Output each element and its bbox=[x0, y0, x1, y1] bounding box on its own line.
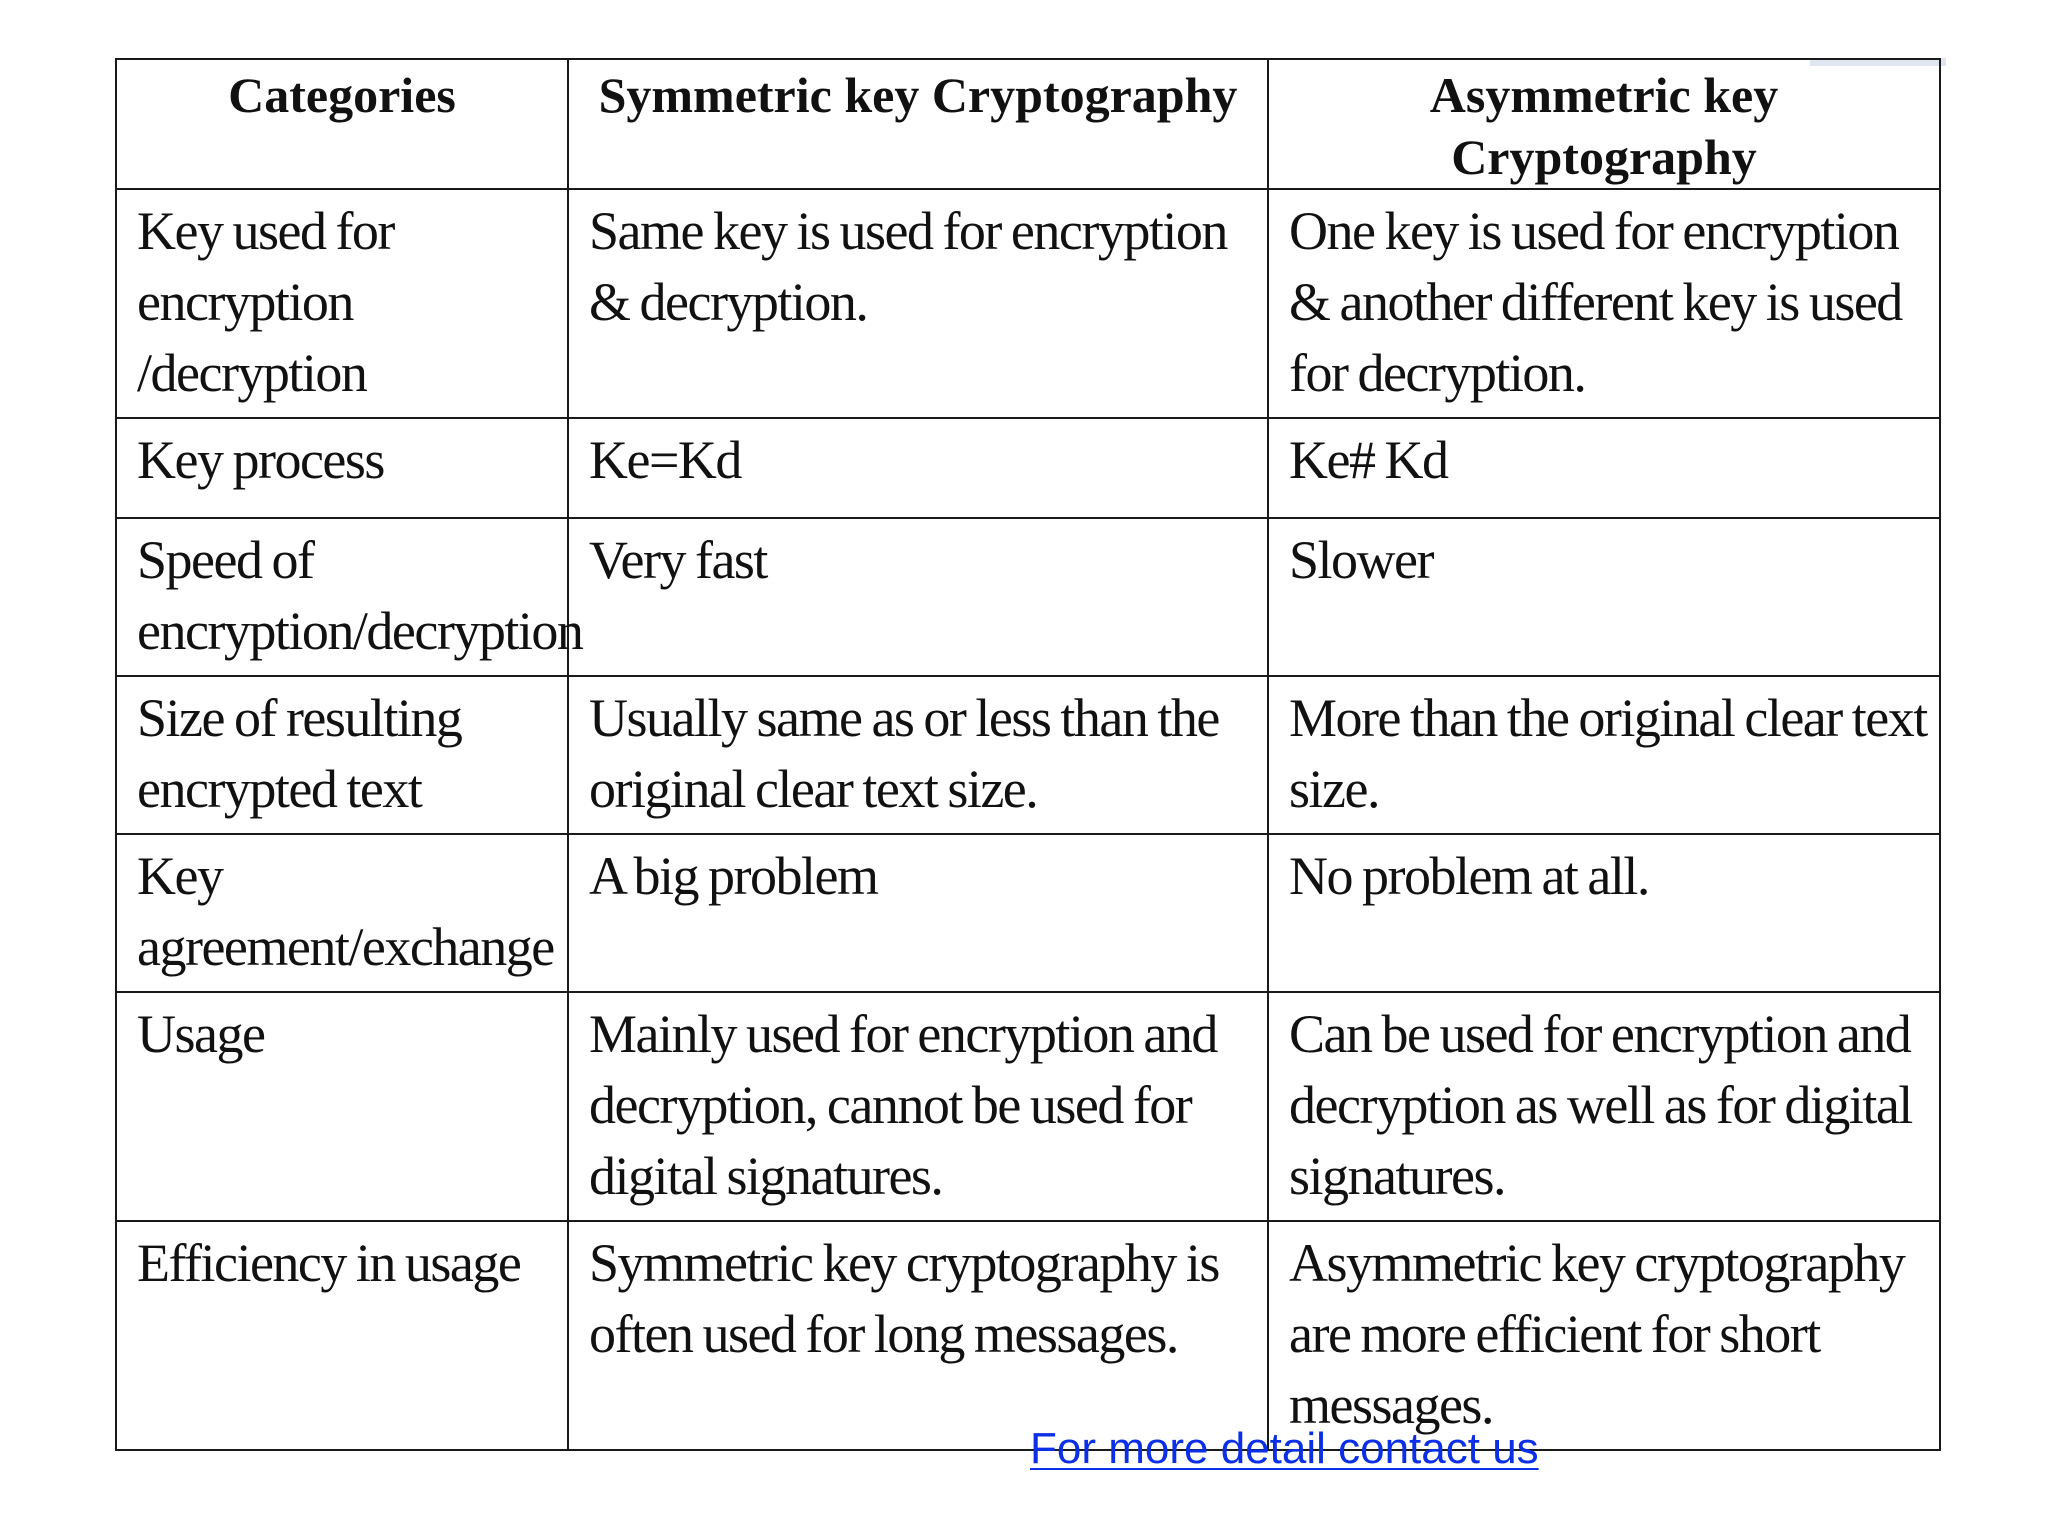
asymmetric-text: One key is used for encryption & another different key is used for decryption. bbox=[1289, 201, 1902, 403]
symmetric-cell bbox=[568, 189, 1268, 418]
asymmetric-cell bbox=[1268, 418, 1940, 518]
symmetric-text: A big problem bbox=[589, 846, 878, 906]
asymmetric-text: Asymmetric key cryptography are more efficient for short messages. bbox=[1289, 1233, 1905, 1435]
symmetric-cell bbox=[568, 834, 1268, 992]
header-symmetric: Symmetric key Cryptography bbox=[568, 59, 1268, 189]
table-row bbox=[116, 1221, 1940, 1450]
category-text: Efficiency in usage bbox=[137, 1233, 521, 1293]
category-cell bbox=[116, 992, 568, 1221]
asymmetric-cell bbox=[1268, 834, 1940, 992]
category-cell bbox=[116, 834, 568, 992]
symmetric-cell bbox=[568, 676, 1268, 834]
table-row bbox=[116, 418, 1940, 518]
comparison-table bbox=[115, 58, 1941, 1451]
header-categories: Categories bbox=[116, 59, 568, 189]
table-row bbox=[116, 676, 1940, 834]
symmetric-cell bbox=[568, 992, 1268, 1221]
symmetric-cell bbox=[568, 518, 1268, 676]
asymmetric-cell bbox=[1268, 189, 1940, 418]
category-cell bbox=[116, 1221, 568, 1450]
asymmetric-cell bbox=[1268, 518, 1940, 676]
category-cell bbox=[116, 418, 568, 518]
asymmetric-text: More than the original clear text size. bbox=[1289, 688, 1927, 819]
category-text: Speed of encryption/decryption bbox=[137, 530, 583, 661]
symmetric-text: Symmetric key cryptography is often used for long messages. bbox=[589, 1233, 1219, 1364]
asymmetric-text: Ke# Kd bbox=[1289, 430, 1448, 490]
table-row bbox=[116, 518, 1940, 676]
category-cell bbox=[116, 518, 583, 676]
category-text: Key agreement/exchange bbox=[137, 846, 554, 977]
category-text: Key used for encryption /decryption bbox=[137, 201, 394, 403]
symmetric-text: Mainly used for encryption and decryption, cannot be used for digital signatures. bbox=[589, 1004, 1217, 1206]
symmetric-text: Same key is used for encryption & decryption. bbox=[589, 201, 1227, 332]
header-asymmetric: Asymmetric key Cryptography bbox=[1268, 59, 1940, 189]
symmetric-text: Ke=Kd bbox=[589, 430, 741, 490]
asymmetric-text: Slower bbox=[1289, 530, 1433, 590]
category-cell bbox=[116, 189, 568, 418]
table-row bbox=[116, 992, 1940, 1221]
asymmetric-text: Can be used for encryption and decryption as well as for digital signatures. bbox=[1289, 1004, 1912, 1206]
table-header-row bbox=[116, 59, 1940, 189]
category-text: Usage bbox=[137, 1004, 265, 1064]
asymmetric-text: No problem at all. bbox=[1289, 846, 1649, 906]
asymmetric-cell bbox=[1268, 992, 1940, 1221]
category-text: Key process bbox=[137, 430, 384, 490]
table-row bbox=[116, 189, 1940, 418]
contact-us-link[interactable]: For more detail contact us bbox=[1030, 1424, 1539, 1473]
symmetric-cell bbox=[568, 1221, 1268, 1450]
category-text: Size of resulting encrypted text bbox=[137, 688, 462, 819]
category-cell bbox=[116, 676, 568, 834]
table-row bbox=[116, 834, 1940, 992]
symmetric-cell bbox=[568, 418, 1268, 518]
asymmetric-cell bbox=[1268, 1221, 1940, 1450]
asymmetric-cell bbox=[1268, 676, 1940, 834]
symmetric-text: Very fast bbox=[589, 530, 767, 590]
symmetric-text: Usually same as or less than the original clear text size. bbox=[589, 688, 1219, 819]
